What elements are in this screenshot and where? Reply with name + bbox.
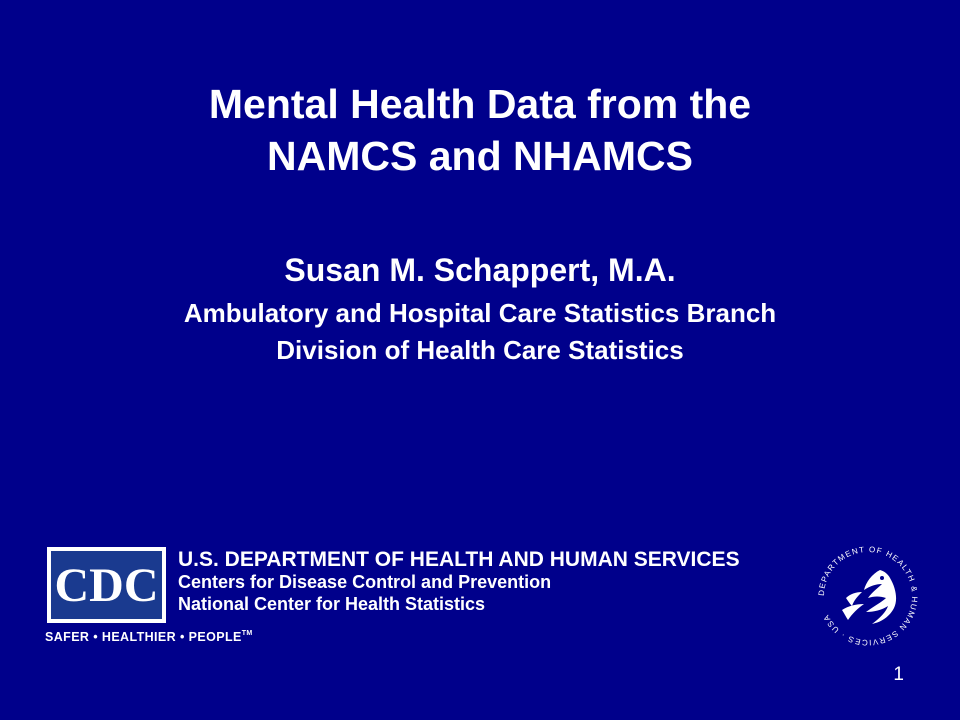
- hhs-eagle-seal-icon: [812, 540, 924, 652]
- nchs-name: National Center for Health Statistics: [178, 594, 486, 614]
- title-line-2: NAMCS and NHAMCS: [267, 133, 693, 179]
- tagline-text: SAFER • HEALTHIER • PEOPLE: [45, 630, 242, 644]
- cdc-logo-icon: [47, 547, 166, 623]
- cdc-tagline: [45, 630, 253, 644]
- cdc-logo-text: CDC: [54, 559, 159, 612]
- affiliation: [0, 295, 960, 369]
- page-number: 1: [893, 664, 904, 685]
- department-name: U.S. DEPARTMENT OF HEALTH AND HUMAN SERVICES: [178, 548, 740, 571]
- seal-text: DEPARTMENT OF HEALTH & HUMAN SERVICES · USA: [816, 544, 920, 648]
- department-block: [178, 549, 818, 615]
- trademark: TM: [241, 630, 253, 637]
- author-name: Susan M. Schappert, M.A.: [284, 252, 676, 288]
- eagle-icon: [842, 570, 896, 624]
- affiliation-line-2: Division of Health Care Statistics: [276, 335, 684, 365]
- svg-text:DEPARTMENT OF HEALTH & HUMAN S: [817, 545, 919, 647]
- affiliation-line-1: Ambulatory and Hospital Care Statistics Branch: [183, 298, 777, 328]
- cdc-name: Centers for Disease Control and Prevention: [178, 572, 552, 592]
- slide-title: [0, 78, 960, 182]
- title-line-1: Mental Health Data from the: [208, 81, 752, 127]
